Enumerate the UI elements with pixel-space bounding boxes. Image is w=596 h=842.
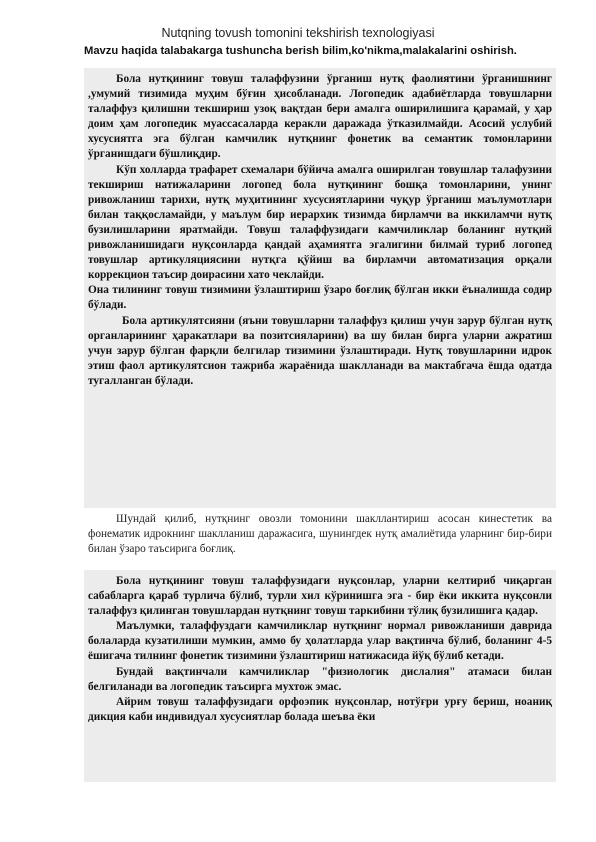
plain-text-block <box>84 512 556 557</box>
paragraph: Айрим товуш талаффузидаги орфоэпик нуқсонлар, нотўғри урғу бериш, ноаниқ дикция каби индивидуал хусусиятлар болада шеъва ёки <box>88 695 552 723</box>
topic-subtitle: Mavzu haqida talabakarga tushuncha berish bilim,ko'nikma,malakalarini oshirish. <box>84 45 517 57</box>
page-title: Nutqning tovush tomonini tekshirish texnologiyasi <box>161 26 435 40</box>
paragraph: Шундай қилиб, нутқнинг овозли томонини шакллантириш асосан кинестетик ва фонематик идрокнинг шаклланиш даражасига, шунингдек нутқ амалиётида уларнинг бир-бири билан ўзаро таъсирига боғлиқ. <box>88 513 552 556</box>
highlighted-text-block-1 <box>84 68 556 508</box>
paragraph: Маълумки, талаффуздаги камчиликлар нутқнинг нормал ривожланиши даврида болаларда кузатилиши мумкин, аммо бу ҳолатларда улар вақтинча бўлиб, боланинг 4-5 ёшигача тилнинг фонетик тизимини ўзлаштириш натижасида йўқ бўлиб кетади. <box>88 620 552 663</box>
paragraph: Она тилининг товуш тизимини ўзлаштириш ўзаро боғлиқ бўлган икки ёъналишда содир бўлади. <box>88 284 552 312</box>
paragraph: Бола артикулятсияни (яъни товушларни талаффуз қилиш учун зарур бўлган нутқ органларининг ҳаракатлари ва позитсияларини) ва шу билан бирга уларни ажратиш учун зарур бўлган фарқли белгилар тизимини ўзлаштиради. Нутқ товушларини идрок этиш фаол артикулятсион тажриба жараёнида шаклланади ва мактабгача ёшда одатда тугалланган бўлади. <box>88 314 552 387</box>
paragraph: Кўп холларда трафарет схемалари бўйича амалга оширилган товушлар талафузини текшириш натижаларини логопед бола нутқининг бошқа томонларини, унинг ривожланиш тарихи, нутқ муҳитининг хусусиятларини чуқур ўрганиш маълумотлари билан таққосламайди, у маълум бир иерархик тизимда бирламчи ва иккиламчи нутқ бузилишларини яратмайди. Товуш талаффузидаги камчиликлар боланинг нутқий ривожланишидаги нуқсонларда қандай аҳамиятга эгалигини билмай туриб логопед товушлар артикуляциясини нутқга қўйиш ва бирламчи автоматизация орқали коррекцион таъсир доирасини хато чеклайди. <box>88 163 552 282</box>
paragraph: Бола нутқининг товуш талаффузидаги нуқсонлар, уларни келтириб чиқарган сабабларга қараб турлича бўлиб, турли хил кўринишга эга - бир ёки иккита нуқсонли талаффуз қилинган товушлардан нутқнинг товуш таркибини тўлиқ бузилишига қадар. <box>88 575 552 618</box>
paragraph: Бола нутқининг товуш талаффузини ўрганиш нутқ фаолиятини ўрганишнинг ,умумий тизимида муҳим бўғин ҳисобланади. Логопедик адабиётларда товушларни талаффуз қилишни текшириш узоқ вақтдан бери амалга оширилишига қарамай, у ҳар доим ҳам логопедик муассасаларда керакли даражада ўтказилмайди. Асосий услубий хусусиятга эга бўлган камчилик нутқнинг фонетик ва семантик томонларини ўрганишдаги бўшлиқдир. <box>88 73 552 161</box>
highlighted-text-block-2 <box>84 570 556 782</box>
paragraph: Бундай вақтинчали камчиликлар "физиологик дислалия" атамаси билан белгиланади ва логопедик таъсирга мухтож эмас. <box>88 665 552 693</box>
